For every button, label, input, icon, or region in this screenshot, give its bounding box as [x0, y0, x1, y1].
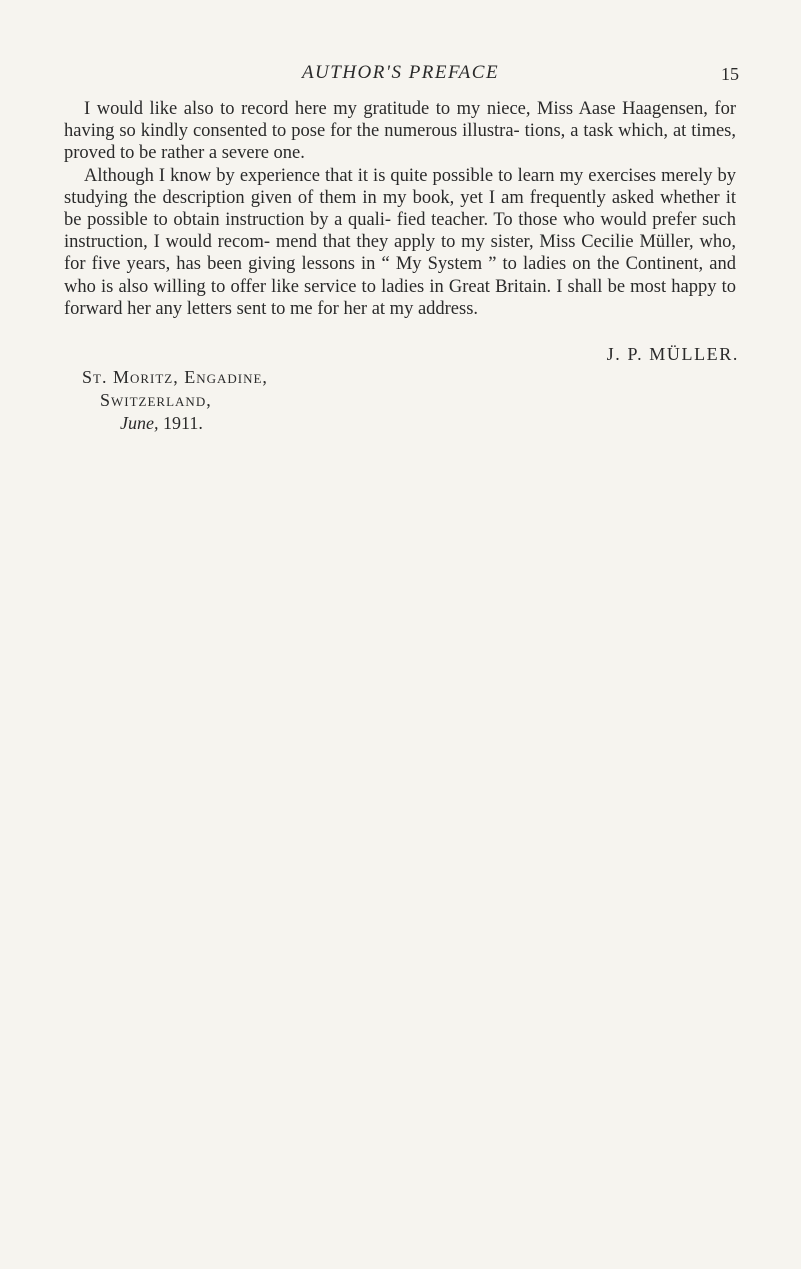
- date-year: 1911.: [162, 413, 203, 433]
- paragraph-instruction: Although I know by experience that it is quite possible to learn my exercises merely by studying the description given of them in my book, yet I am frequently asked whether it be possible to obtain instruction by a quali- fied teacher. To those who would prefer such instruction, I would recom- mend that they apply to my sister, Miss Cecilie Müller, who, for five years, has been giving lessons in “ My System ” to ladies on the Continent, and who is also willing to offer like service to ladies in Great Britain. I shall be most happy to forward her any letters sent to me for her at my address.: [64, 165, 736, 319]
- running-head: AUTHOR'S PREFACE: [301, 62, 500, 83]
- place-line-town: St. Moritz, Engadine,: [82, 367, 268, 387]
- date-line: [82, 412, 268, 435]
- author-signature: J. P. MÜLLER.: [606, 344, 739, 364]
- paragraph-gratitude: I would like also to record here my gratitude to my niece, Miss Aase Haagensen, for having so kindly consented to pose for the numerous illustra- tions, a task which, at times, proved to be rather a severe one.: [64, 99, 736, 164]
- place-line-country: Switzerland,: [100, 390, 212, 410]
- place-and-date: [82, 366, 268, 435]
- page-number: 15: [721, 64, 739, 84]
- preface-body: [64, 98, 736, 320]
- date-month: June,: [120, 413, 159, 433]
